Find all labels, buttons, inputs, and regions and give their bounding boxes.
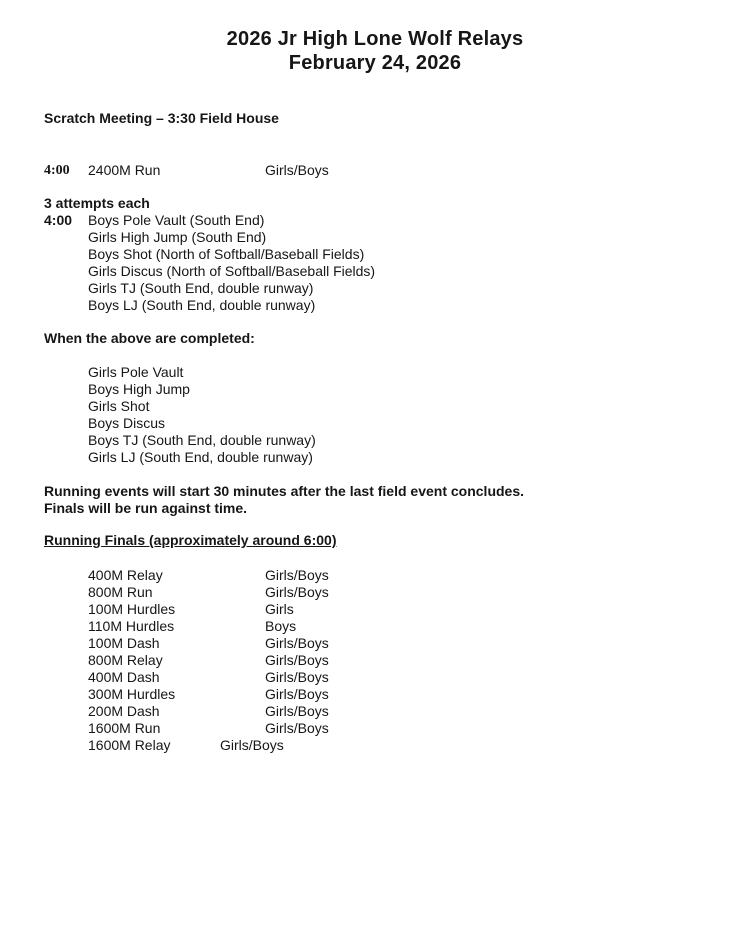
finals-gender: Girls/Boys: [265, 567, 329, 583]
field-round1-section: [44, 212, 706, 314]
field-event-item: Boys TJ (South End, double runway): [88, 432, 316, 448]
field-event-item: Girls High Jump (South End): [88, 229, 267, 245]
field-event-item: Girls Shot: [88, 398, 150, 414]
finals-gender: Girls/Boys: [265, 686, 329, 702]
opening-event-name: 2400M Run: [88, 162, 161, 178]
field-event-item: Girls LJ (South End, double runway): [88, 449, 313, 465]
finals-gender: Girls/Boys: [265, 652, 329, 668]
field-event-item: Boys Discus: [88, 415, 166, 431]
finals-row: [88, 635, 706, 652]
finals-row: [88, 618, 706, 635]
finals-row: [88, 567, 706, 584]
finals-row: [88, 652, 706, 669]
field-event-item: Girls Pole Vault: [88, 364, 184, 380]
finals-gender: Girls/Boys: [265, 669, 329, 685]
note-line: Running events will start 30 minutes after the last field event concludes.: [44, 483, 525, 499]
finals-gender: Girls/Boys: [265, 635, 329, 651]
finals-event: 100M Hurdles: [88, 601, 176, 617]
finals-row: [88, 686, 706, 703]
finals-gender: Girls/Boys: [220, 737, 284, 753]
finals-event: 400M Relay: [88, 567, 163, 583]
finals-gender: Girls/Boys: [265, 703, 329, 719]
finals-row: [88, 737, 706, 754]
finals-event: 800M Run: [88, 584, 153, 600]
running-notes: [44, 483, 706, 517]
attempts-note: 3 attempts each: [44, 195, 150, 211]
finals-event: 300M Hurdles: [88, 686, 176, 702]
running-finals-table: [88, 567, 706, 754]
field-event-item: Girls TJ (South End, double runway): [88, 280, 314, 296]
finals-event: 100M Dash: [88, 635, 160, 651]
finals-row: [88, 601, 706, 618]
finals-event: 110M Hurdles: [88, 618, 175, 634]
finals-row: [88, 720, 706, 737]
field-round2-list: [88, 364, 706, 466]
finals-gender: Boys: [265, 618, 297, 634]
finals-event: 200M Dash: [88, 703, 160, 719]
field-event-item: Boys Pole Vault (South End): [88, 212, 265, 228]
completed-header: When the above are completed:: [44, 330, 255, 346]
field-event-item: Boys High Jump: [88, 381, 190, 397]
field-event-item: Boys Shot (North of Softball/Baseball Fields): [88, 246, 365, 262]
opening-event-gender: Girls/Boys: [265, 162, 329, 178]
finals-event: 800M Relay: [88, 652, 163, 668]
page-date: February 24, 2026: [288, 52, 462, 74]
finals-row: [88, 703, 706, 720]
finals-gender: Girls: [265, 601, 294, 617]
field-round1-time: 4:00: [44, 212, 73, 228]
finals-row: [88, 584, 706, 601]
scratch-meeting-note: Scratch Meeting – 3:30 Field House: [44, 110, 279, 126]
page-title: 2026 Jr High Lone Wolf Relays: [226, 28, 524, 50]
finals-event: 1600M Relay: [88, 737, 171, 753]
finals-row: [88, 669, 706, 686]
finals-event: 400M Dash: [88, 669, 160, 685]
opening-event-row: [44, 162, 706, 179]
field-event-item: Girls Discus (North of Softball/Baseball Fields): [88, 263, 376, 279]
note-line: Finals will be run against time.: [44, 500, 248, 516]
field-round1-list: [88, 212, 706, 314]
field-event-item: Boys LJ (South End, double runway): [88, 297, 316, 313]
running-finals-header: Running Finals (approximately around 6:00): [44, 532, 337, 548]
finals-gender: Girls/Boys: [265, 720, 329, 736]
finals-gender: Girls/Boys: [265, 584, 329, 600]
opening-event-time: 4:00: [44, 163, 70, 178]
finals-event: 1600M Run: [88, 720, 161, 736]
